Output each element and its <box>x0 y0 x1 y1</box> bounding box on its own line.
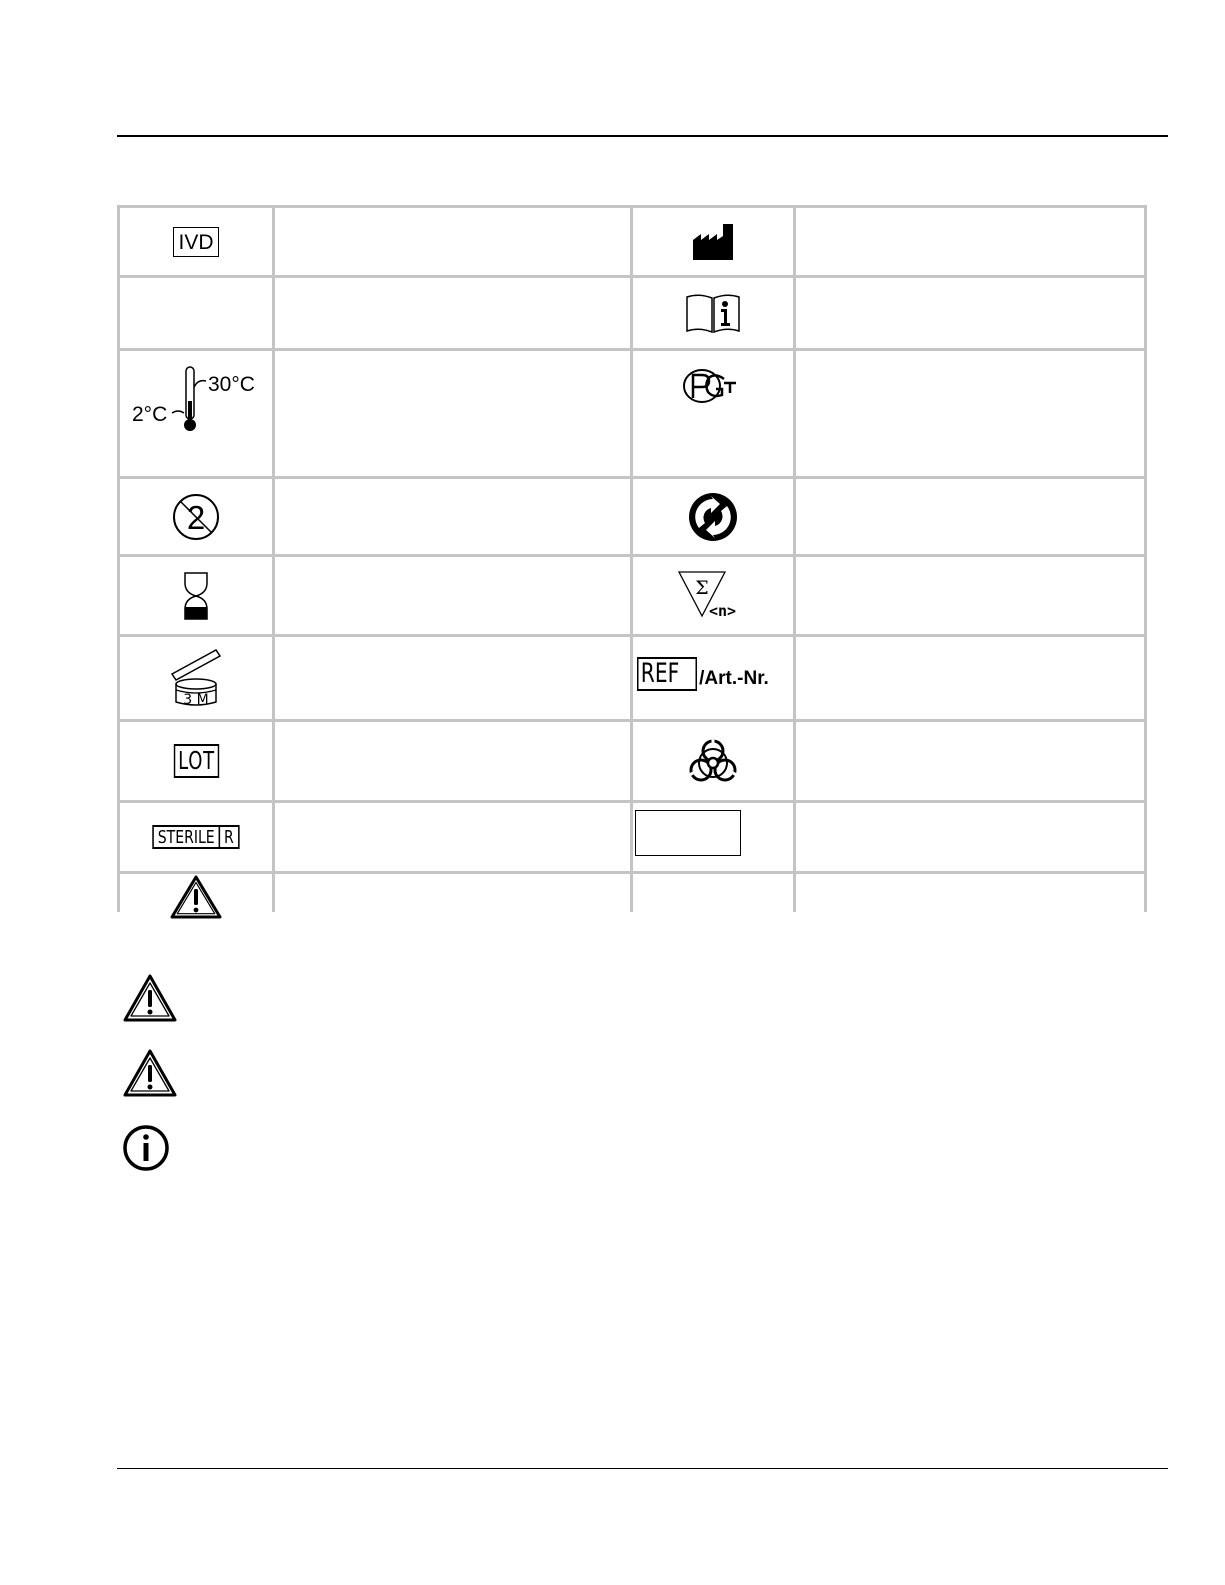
symbol-cell-temperature <box>120 351 272 476</box>
sterile-r-icon <box>153 825 240 850</box>
symbol-cell-empty <box>120 278 272 348</box>
symbol-cell-lot <box>120 722 272 800</box>
symbol-cell-ivd <box>120 208 272 275</box>
do-not-reuse-icon <box>170 491 222 543</box>
gost-certification-icon <box>680 367 740 407</box>
sterile-method-label: R <box>219 827 238 848</box>
description-cell <box>275 637 630 719</box>
temp-low-label: 2°C <box>132 403 168 426</box>
description-cell <box>275 722 630 800</box>
contains-sufficient-for-icon <box>677 570 749 622</box>
manufacturer-icon <box>691 222 735 262</box>
ref-suffix: /Art.-Nr. <box>699 668 769 690</box>
warning-icon <box>169 874 223 920</box>
description-cell <box>796 557 1144 634</box>
symbol-cell-gost <box>633 351 793 476</box>
temp-high-label: 30°C <box>208 373 255 396</box>
description-cell <box>796 874 1144 920</box>
symbol-cell-expiry <box>120 557 272 634</box>
symbol-cell-manufacturer <box>633 208 793 275</box>
description-cell <box>796 479 1144 554</box>
warning-icon <box>122 1048 178 1098</box>
symbol-cell-sterile <box>120 803 272 871</box>
symbol-cell-warning <box>120 874 272 920</box>
description-cell <box>796 637 1144 719</box>
pao-label: 3 M <box>183 692 209 708</box>
description-cell <box>796 803 1144 871</box>
description-cell <box>275 351 630 476</box>
ref-icon <box>637 657 769 691</box>
period-after-opening-icon <box>166 646 226 710</box>
lot-icon: LOT <box>173 744 218 778</box>
consult-instructions-icon <box>685 291 741 335</box>
symbol-cell-ref <box>633 637 793 719</box>
description-cell <box>796 278 1144 348</box>
expiry-hourglass-icon <box>183 571 209 621</box>
blank-symbol-box <box>635 810 741 856</box>
do-not-reuse-number: 2 <box>186 498 206 536</box>
symbol-cell-instructions <box>633 278 793 348</box>
ivd-icon: IVD <box>173 227 218 257</box>
symbol-cell-pao <box>120 637 272 719</box>
description-cell <box>275 278 630 348</box>
symbols-table <box>117 205 1147 912</box>
description-cell <box>275 557 630 634</box>
description-cell <box>275 803 630 871</box>
footer-rule <box>117 1468 1168 1469</box>
description-cell <box>275 208 630 275</box>
symbol-cell-contains <box>633 557 793 634</box>
warning-icon <box>122 973 178 1023</box>
symbol-cell-empty <box>633 874 793 920</box>
description-cell <box>796 722 1144 800</box>
sigma-n-label: <n> <box>709 601 737 620</box>
symbol-cell-do-not-reuse <box>120 479 272 554</box>
symbol-cell-empty-box <box>633 803 793 871</box>
ref-box: REF <box>637 657 697 691</box>
symbol-cell-green-dot <box>633 479 793 554</box>
green-dot-icon <box>687 491 739 543</box>
description-cell <box>796 208 1144 275</box>
biohazard-icon <box>687 737 739 785</box>
symbol-cell-biohazard <box>633 722 793 800</box>
temperature-limit-icon <box>126 363 266 443</box>
sterile-label: STERILE <box>157 826 215 848</box>
description-cell <box>275 874 630 920</box>
info-icon <box>122 1124 170 1172</box>
header-rule <box>117 135 1168 137</box>
sigma-label: Σ <box>695 576 709 599</box>
description-cell <box>275 479 630 554</box>
description-cell <box>796 351 1144 476</box>
